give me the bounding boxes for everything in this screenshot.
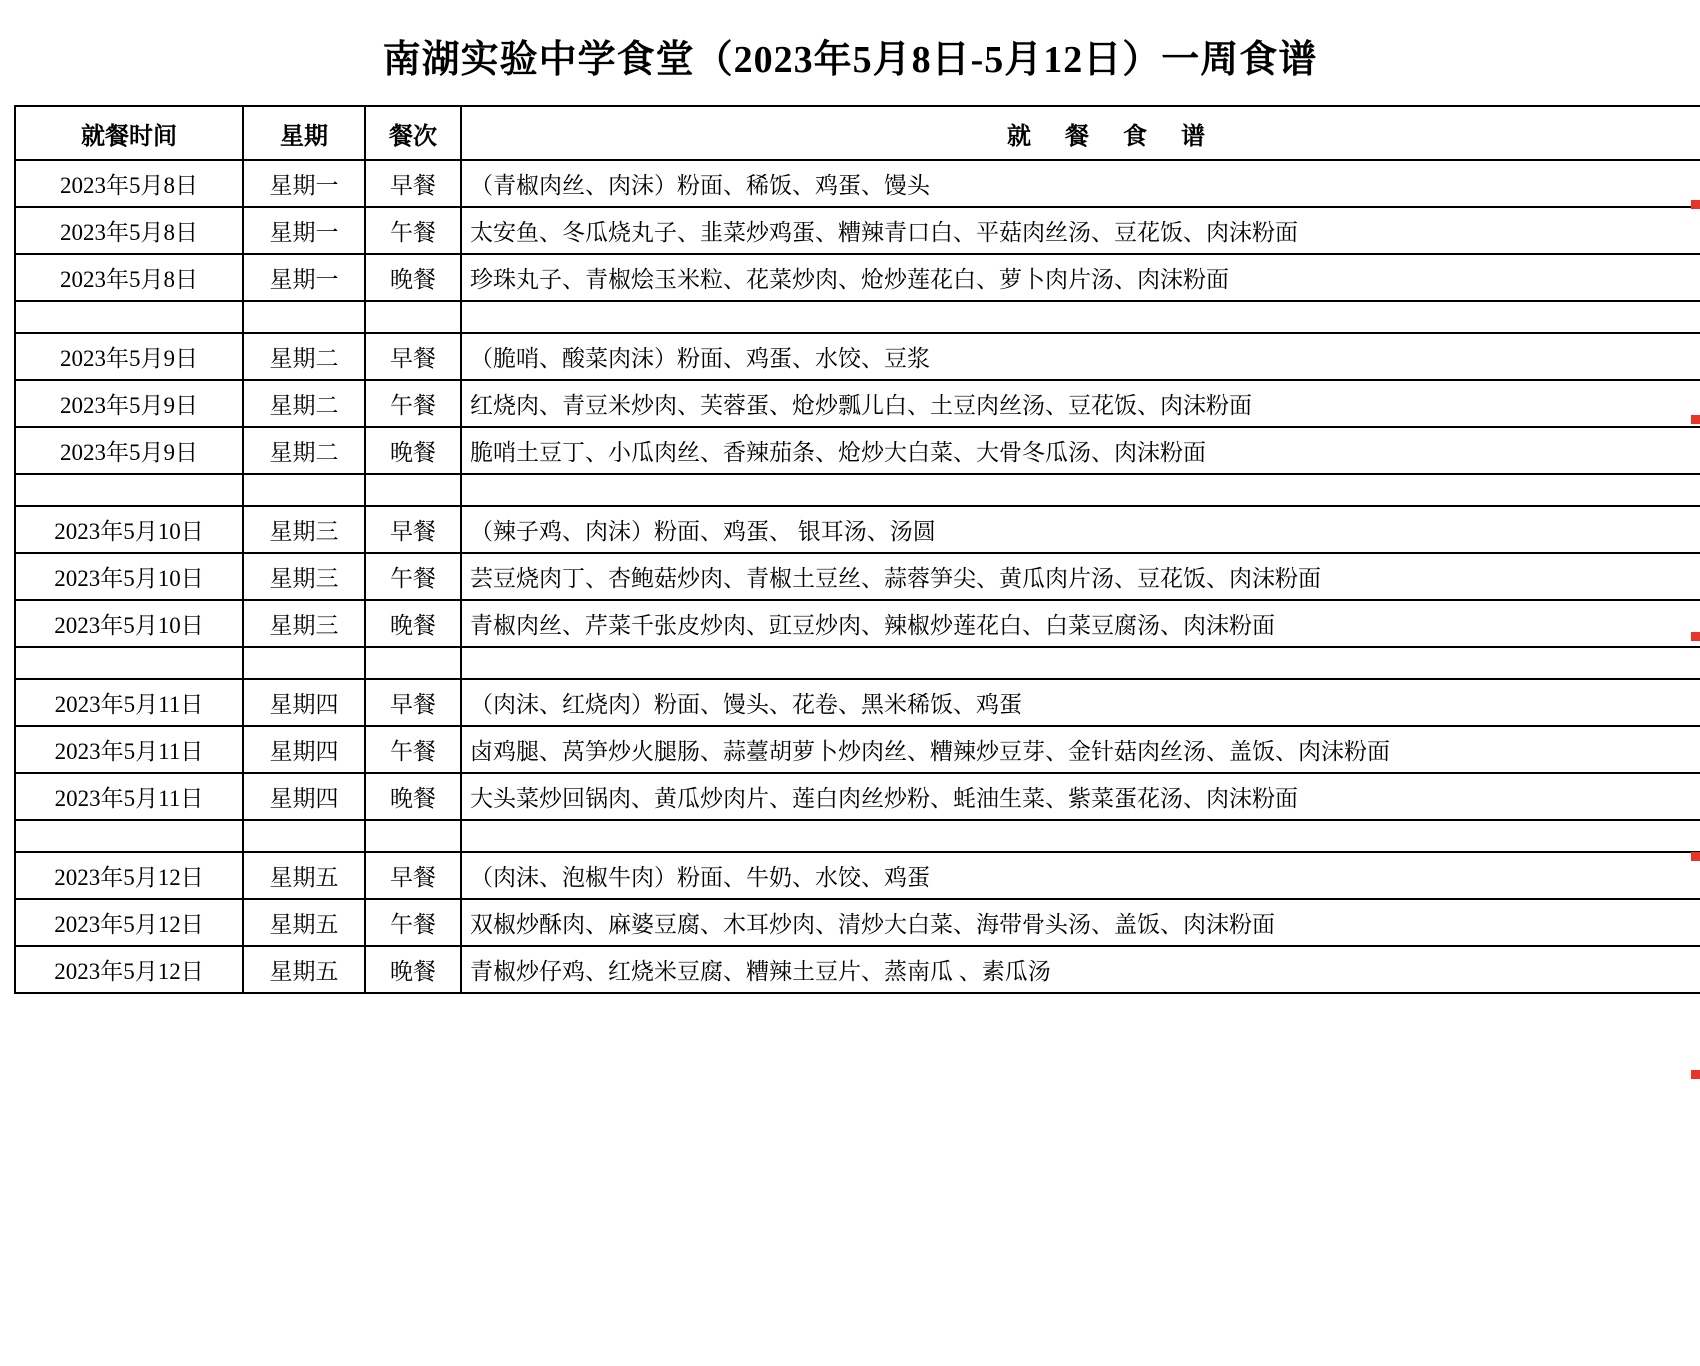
menu-cell-dishes: 芸豆烧肉丁、杏鲍菇炒肉、青椒土豆丝、蒜蓉笋尖、黄瓜肉片汤、豆花饭、肉沫粉面 (461, 553, 1700, 600)
menu-cell-time: 2023年5月11日 (15, 679, 243, 726)
menu-cell-dishes: 青椒炒仔鸡、红烧米豆腐、糟辣土豆片、蒸南瓜 、素瓜汤 (461, 946, 1700, 993)
menu-cell-time: 2023年5月12日 (15, 946, 243, 993)
menu-cell-meal: 早餐 (365, 160, 461, 207)
table-row (15, 679, 1700, 726)
menu-cell-time: 2023年5月10日 (15, 506, 243, 553)
table-row (15, 946, 1700, 993)
table-row (15, 899, 1700, 946)
menu-cell-day: 星期五 (243, 852, 365, 899)
menu-cell-time: 2023年5月10日 (15, 600, 243, 647)
menu-cell-meal: 早餐 (365, 333, 461, 380)
menu-cell-meal: 午餐 (365, 553, 461, 600)
menu-cell-time: 2023年5月12日 (15, 852, 243, 899)
menu-cell-dishes: 青椒肉丝、芹菜千张皮炒肉、豇豆炒肉、辣椒炒莲花白、白菜豆腐汤、肉沫粉面 (461, 600, 1700, 647)
spacer-cell (243, 647, 365, 679)
spacer-cell (15, 301, 243, 333)
menu-cell-day: 星期四 (243, 773, 365, 820)
menu-cell-time: 2023年5月9日 (15, 380, 243, 427)
menu-cell-dishes: 珍珠丸子、青椒烩玉米粒、花菜炒肉、炝炒莲花白、萝卜肉片汤、肉沫粉面 (461, 254, 1700, 301)
menu-cell-day: 星期一 (243, 207, 365, 254)
menu-cell-day: 星期一 (243, 254, 365, 301)
menu-cell-dishes: （辣子鸡、肉沫）粉面、鸡蛋、 银耳汤、汤圆 (461, 506, 1700, 553)
spacer-cell (15, 820, 243, 852)
menu-cell-day: 星期一 (243, 160, 365, 207)
menu-cell-time: 2023年5月8日 (15, 160, 243, 207)
menu-cell-day: 星期四 (243, 679, 365, 726)
menu-cell-dishes: （肉沫、红烧肉）粉面、馒头、花卷、黑米稀饭、鸡蛋 (461, 679, 1700, 726)
edge-marker-icon (1691, 852, 1700, 861)
menu-cell-meal: 晚餐 (365, 773, 461, 820)
table-spacer-row (15, 474, 1700, 506)
menu-cell-dishes: 大头菜炒回锅肉、黄瓜炒肉片、莲白肉丝炒粉、蚝油生菜、紫菜蛋花汤、肉沫粉面 (461, 773, 1700, 820)
menu-cell-day: 星期二 (243, 333, 365, 380)
menu-cell-day: 星期三 (243, 553, 365, 600)
menu-cell-time: 2023年5月10日 (15, 553, 243, 600)
menu-cell-time: 2023年5月8日 (15, 254, 243, 301)
spacer-cell (243, 820, 365, 852)
table-body (15, 160, 1700, 993)
spacer-cell (15, 647, 243, 679)
column-header-day: 星期 (243, 106, 365, 160)
menu-cell-dishes: 太安鱼、冬瓜烧丸子、韭菜炒鸡蛋、糟辣青口白、平菇肉丝汤、豆花饭、肉沫粉面 (461, 207, 1700, 254)
table-row (15, 254, 1700, 301)
menu-cell-dishes: 卤鸡腿、莴笋炒火腿肠、蒜薹胡萝卜炒肉丝、糟辣炒豆芽、金针菇肉丝汤、盖饭、肉沫粉面 (461, 726, 1700, 773)
menu-cell-time: 2023年5月11日 (15, 773, 243, 820)
table-row (15, 207, 1700, 254)
menu-cell-meal: 早餐 (365, 679, 461, 726)
table-spacer-row (15, 647, 1700, 679)
spacer-cell (365, 474, 461, 506)
table-spacer-row (15, 820, 1700, 852)
spacer-cell (243, 474, 365, 506)
column-header-menu: 就餐食谱 (461, 106, 1700, 160)
page-title: 南湖实验中学食堂（2023年5月8日-5月12日）一周食谱 (382, 39, 1318, 81)
table-row (15, 726, 1700, 773)
table-row (15, 852, 1700, 899)
menu-cell-day: 星期三 (243, 600, 365, 647)
weekly-menu-table (14, 105, 1700, 994)
spacer-cell (461, 474, 1700, 506)
menu-cell-meal: 晚餐 (365, 946, 461, 993)
menu-cell-day: 星期三 (243, 506, 365, 553)
spacer-cell (461, 301, 1700, 333)
menu-cell-dishes: 脆哨土豆丁、小瓜肉丝、香辣茄条、炝炒大白菜、大骨冬瓜汤、肉沫粉面 (461, 427, 1700, 474)
spacer-cell (15, 474, 243, 506)
edge-marker-icon (1691, 1070, 1700, 1079)
table-row (15, 553, 1700, 600)
menu-cell-time: 2023年5月9日 (15, 333, 243, 380)
table-header (15, 106, 1700, 160)
menu-cell-meal: 晚餐 (365, 600, 461, 647)
menu-cell-meal: 晚餐 (365, 254, 461, 301)
column-header-time: 就餐时间 (15, 106, 243, 160)
spacer-cell (365, 647, 461, 679)
column-header-meal: 餐次 (365, 106, 461, 160)
spacer-cell (461, 820, 1700, 852)
table-row (15, 773, 1700, 820)
menu-cell-day: 星期五 (243, 946, 365, 993)
menu-cell-dishes: 红烧肉、青豆米炒肉、芙蓉蛋、炝炒瓢儿白、土豆肉丝汤、豆花饭、肉沫粉面 (461, 380, 1700, 427)
menu-cell-meal: 午餐 (365, 899, 461, 946)
spacer-cell (243, 301, 365, 333)
menu-cell-meal: 午餐 (365, 380, 461, 427)
menu-cell-meal: 午餐 (365, 726, 461, 773)
menu-cell-time: 2023年5月12日 (15, 899, 243, 946)
menu-cell-dishes: （脆哨、酸菜肉沫）粉面、鸡蛋、水饺、豆浆 (461, 333, 1700, 380)
table-spacer-row (15, 301, 1700, 333)
menu-cell-time: 2023年5月8日 (15, 207, 243, 254)
menu-cell-meal: 早餐 (365, 506, 461, 553)
menu-cell-dishes: （肉沫、泡椒牛肉）粉面、牛奶、水饺、鸡蛋 (461, 852, 1700, 899)
menu-cell-meal: 晚餐 (365, 427, 461, 474)
spacer-cell (365, 301, 461, 333)
table-row (15, 380, 1700, 427)
menu-cell-time: 2023年5月9日 (15, 427, 243, 474)
table-row (15, 333, 1700, 380)
menu-cell-dishes: （青椒肉丝、肉沫）粉面、稀饭、鸡蛋、馒头 (461, 160, 1700, 207)
edge-marker-icon (1691, 632, 1700, 641)
spacer-cell (461, 647, 1700, 679)
menu-cell-day: 星期二 (243, 427, 365, 474)
table-header-row (15, 106, 1700, 160)
menu-cell-meal: 早餐 (365, 852, 461, 899)
menu-cell-day: 星期二 (243, 380, 365, 427)
menu-cell-day: 星期四 (243, 726, 365, 773)
edge-marker-icon (1691, 200, 1700, 209)
table-row (15, 506, 1700, 553)
menu-cell-meal: 午餐 (365, 207, 461, 254)
menu-cell-time: 2023年5月11日 (15, 726, 243, 773)
table-row (15, 600, 1700, 647)
menu-cell-dishes: 双椒炒酥肉、麻婆豆腐、木耳炒肉、清炒大白菜、海带骨头汤、盖饭、肉沫粉面 (461, 899, 1700, 946)
menu-cell-day: 星期五 (243, 899, 365, 946)
spacer-cell (365, 820, 461, 852)
edge-marker-icon (1691, 415, 1700, 424)
table-row (15, 427, 1700, 474)
table-row (15, 160, 1700, 207)
